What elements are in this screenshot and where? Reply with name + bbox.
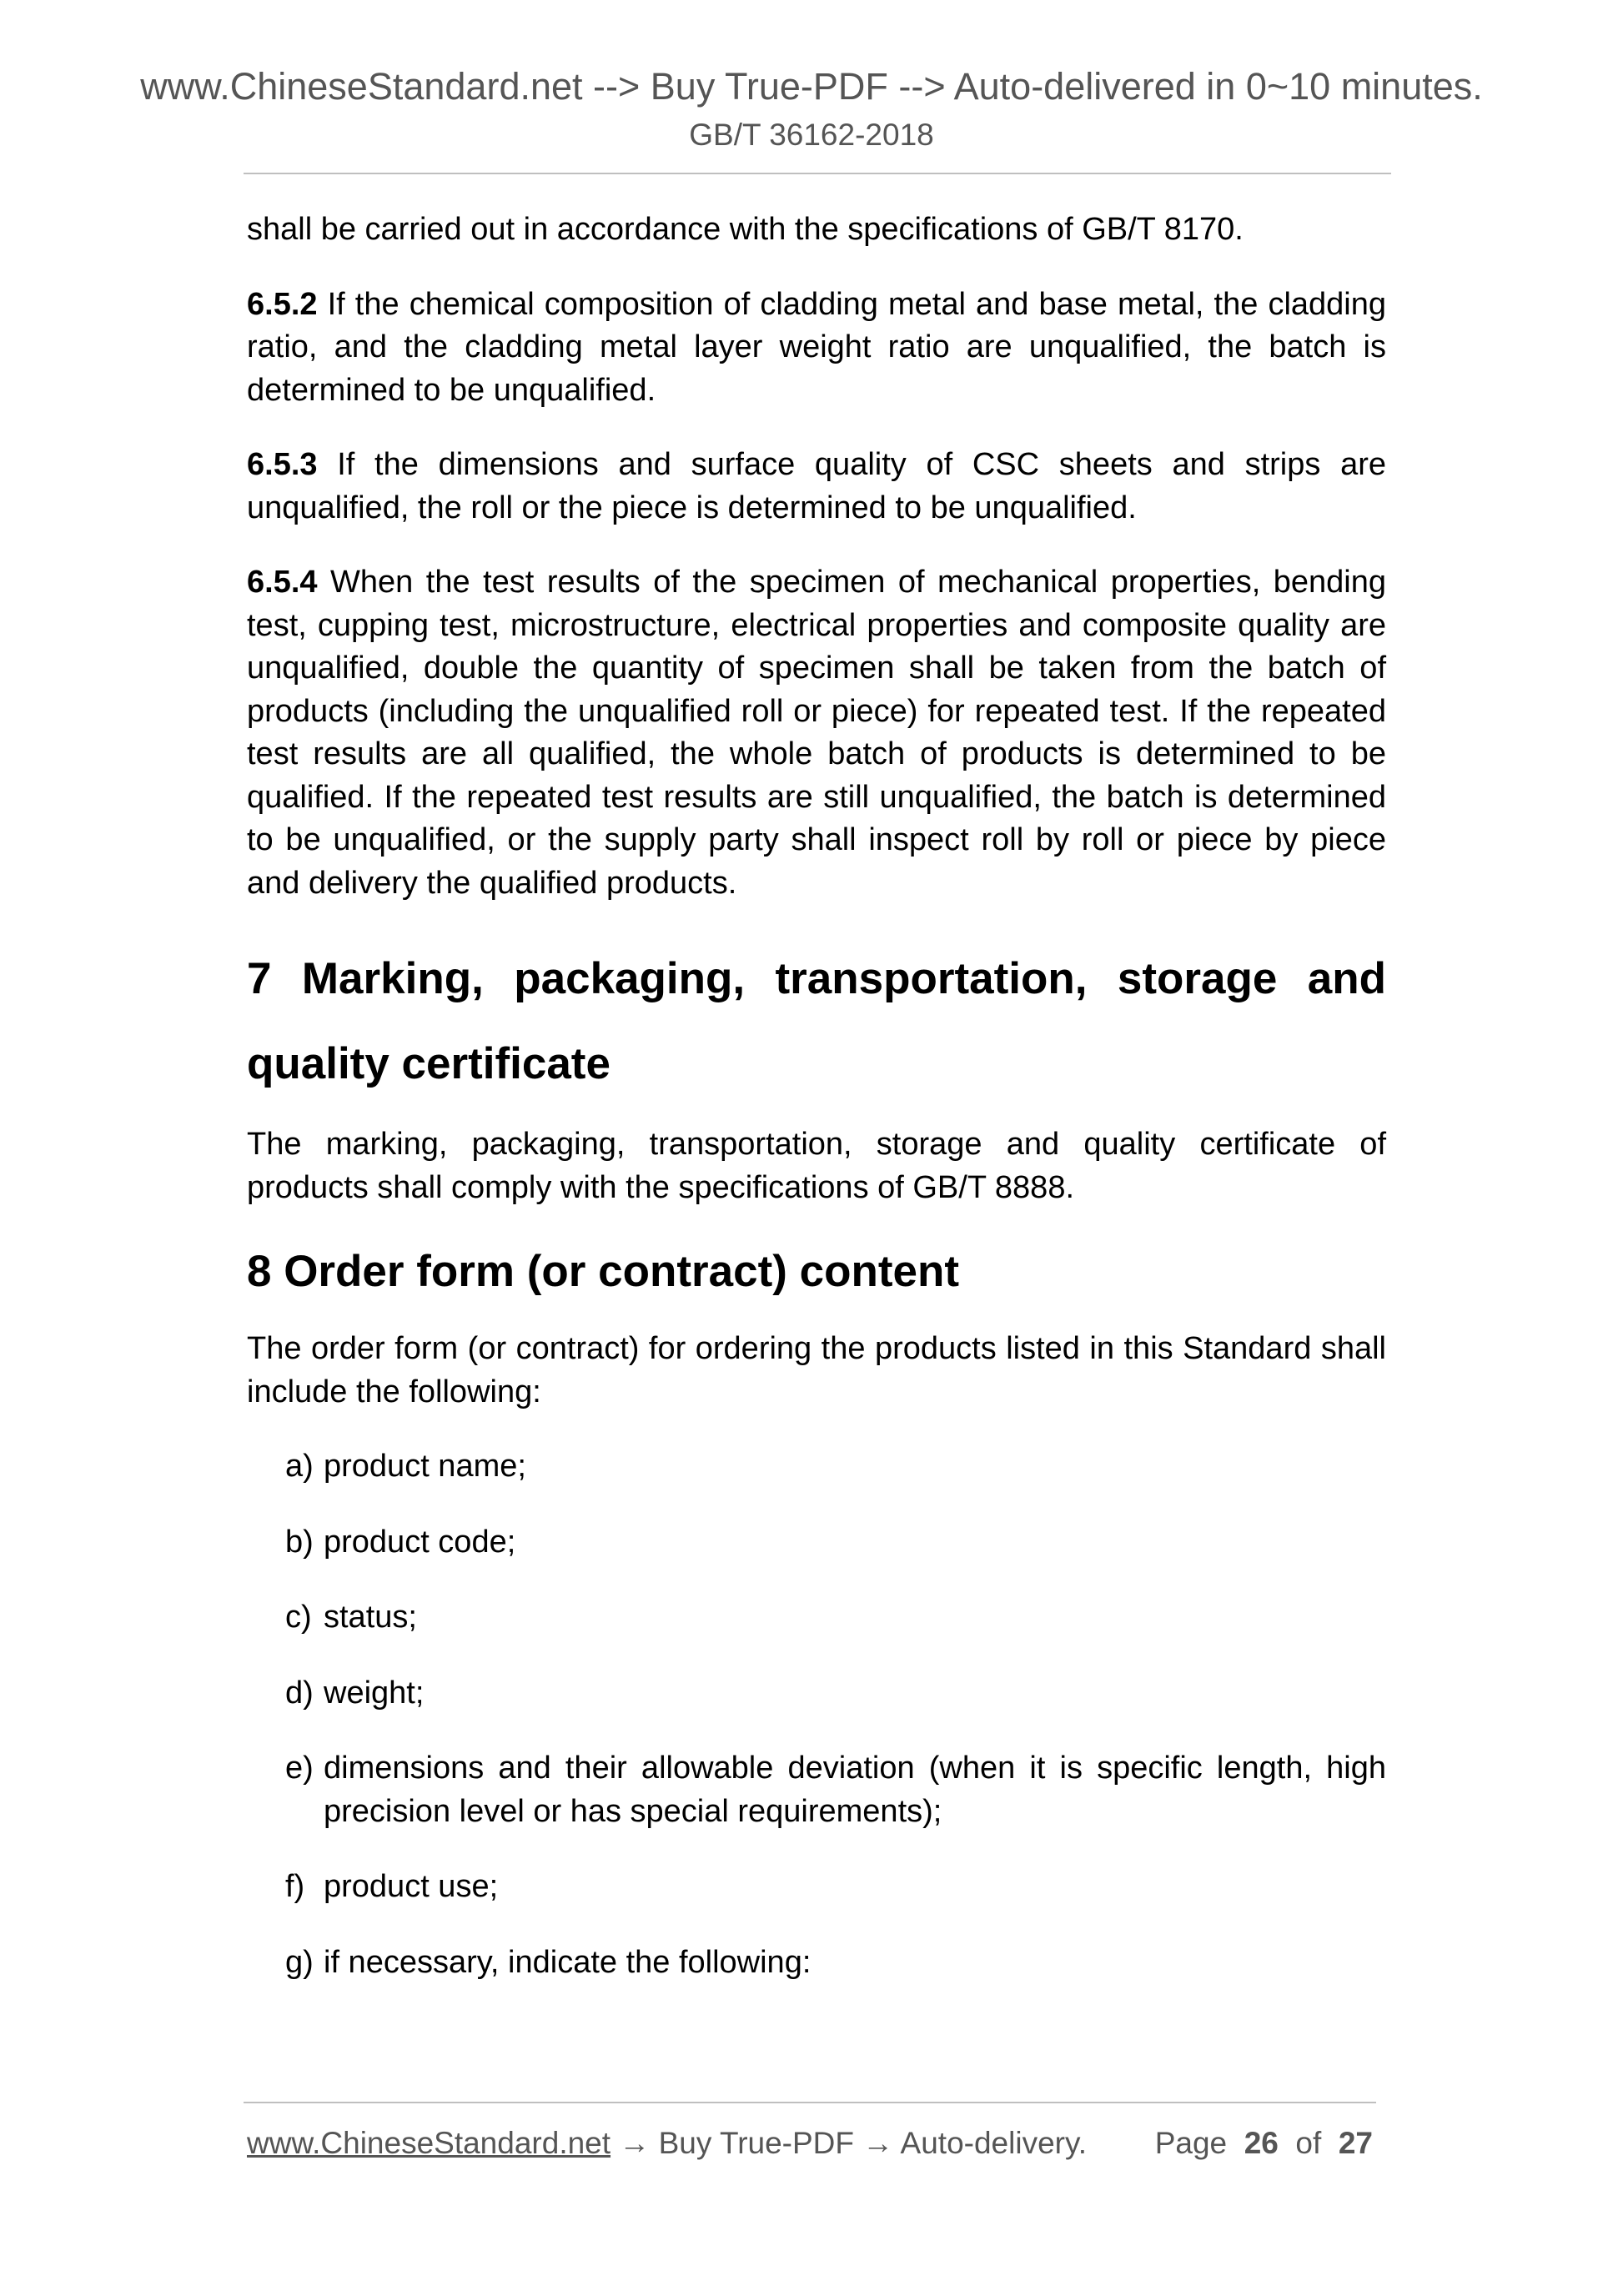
clause-text: When the test results of the specimen of mechanical properties, bending test, cupping test, microstructure, electrical properties and composite quality are unqualified, double the quantity of specimen shall be taken from the batch of products (including the unqualified roll or piece) for repeated test. If the repeated test results are all qualified, the whole batch of products is determined to be qualified. If the repeated test results are still unqualified, the batch is determined to be unqualified, or the supply party shall inspect roll by roll or piece by piece and delivery the qualified products. (247, 565, 1386, 901)
footer-buy-text: Buy True-PDF (658, 2126, 855, 2160)
arrow-right-icon: → (854, 2126, 901, 2160)
list-marker: g) (285, 1944, 314, 1980)
clause-number: 6.5.2 (247, 286, 318, 322)
section-heading-7: 7 Marking, packaging, transportation, storage and quality certificate (247, 954, 1386, 1088)
list-item-text: if necessary, indicate the following: (324, 1944, 812, 1980)
clause-number: 6.5.3 (247, 447, 318, 482)
header-banner: www.ChineseStandard.net --> Buy True-PDF --> Auto-delivered in 0~10 minutes. (140, 65, 1483, 108)
page-footer (247, 2123, 1376, 2164)
order-items-list (247, 1445, 1386, 1984)
list-item (247, 1445, 1386, 1489)
section-7-paragraph: The marking, packaging, transportation, storage and quality certificate of products shall comply with the specifications of GB/T 8888. (247, 1127, 1386, 1205)
list-item-text: status; (324, 1600, 417, 1635)
list-item-text: weight; (324, 1675, 425, 1711)
list-marker: d) (285, 1675, 314, 1711)
list-item-text: product name; (324, 1449, 526, 1484)
clause-6-5-3 (247, 444, 1386, 530)
list-marker: a) (285, 1449, 314, 1484)
current-page-number: 26 (1244, 2126, 1279, 2160)
total-pages-number: 27 (1338, 2126, 1373, 2160)
list-item (247, 1521, 1386, 1565)
list-item (247, 1866, 1386, 1909)
clause-text: If the chemical composition of cladding metal and base metal, the cladding ratio, and the cladding metal layer weight ratio are unqualified, the batch is determined to be unqualified. (247, 286, 1386, 408)
list-marker: c) (285, 1600, 312, 1635)
page-label: Page (1154, 2126, 1228, 2160)
list-marker: b) (285, 1524, 314, 1560)
list-item-text: product use; (324, 1869, 499, 1904)
clause-6-5-4 (247, 561, 1386, 905)
footer-divider (244, 2102, 1376, 2103)
footer-promo (247, 2123, 1087, 2164)
header-divider (244, 173, 1391, 174)
section-8-paragraph: The order form (or contract) for ordering the products listed in this Standard shall include the following: (247, 1331, 1386, 1409)
list-item (247, 1672, 1386, 1716)
list-marker: e) (285, 1751, 314, 1786)
list-item (247, 1942, 1386, 1985)
document-body (247, 208, 1386, 2017)
standard-number: GB/T 36162-2018 (689, 118, 934, 152)
list-item (247, 1596, 1386, 1640)
list-item-text: product code; (324, 1524, 516, 1560)
website-link[interactable]: www.ChineseStandard.net (247, 2126, 611, 2160)
list-item (247, 1747, 1386, 1833)
of-label: of (1295, 2126, 1322, 2160)
clause-text: If the dimensions and surface quality of CSC sheets and strips are unqualified, the roll or the piece is determined to be unqualified. (247, 447, 1386, 525)
arrow-right-icon: → (611, 2126, 659, 2160)
list-item-text: dimensions and their allowable deviation (when it is specific length, high precision level or has special requirements); (324, 1751, 1386, 1829)
footer-auto-text: Auto-delivery. (900, 2126, 1088, 2160)
section-heading-8: 8 Order form (or contract) content (247, 1247, 959, 1296)
paragraph-continued: shall be carried out in accordance with the specifications of GB/T 8170. (247, 212, 1244, 247)
clause-number: 6.5.4 (247, 565, 318, 600)
list-marker: f) (285, 1869, 305, 1904)
clause-6-5-2 (247, 284, 1386, 413)
page-counter (1155, 2123, 1373, 2164)
